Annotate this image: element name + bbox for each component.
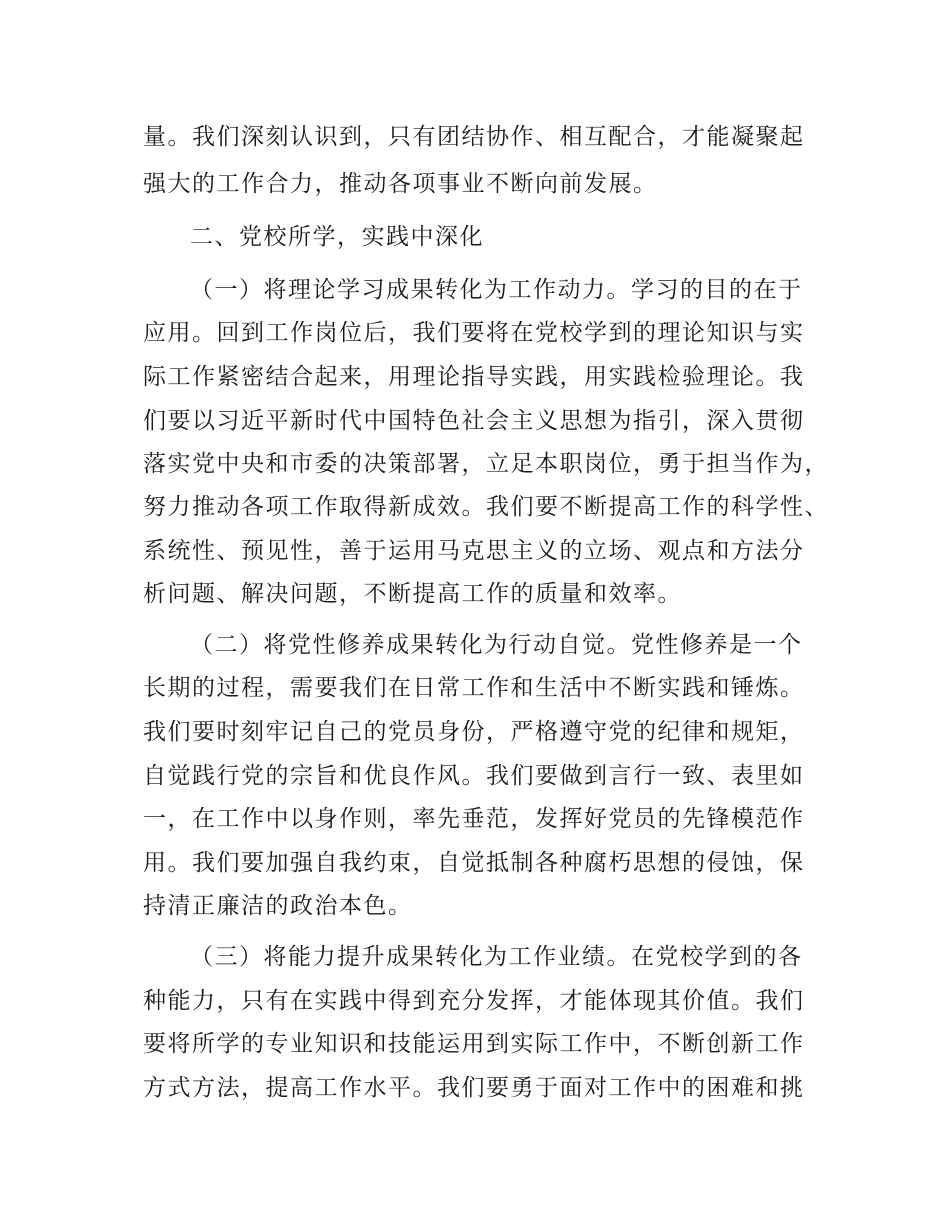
body-text-line: 析问题、解决问题，不断提高工作的质量和效率。 bbox=[143, 581, 682, 607]
body-text-line: 系统性、预见性，善于运用马克思主义的立场、观点和方法分 bbox=[143, 538, 805, 564]
body-text-line: 们要以习近平新时代中国特色社会主义思想为指引，深入贯彻 bbox=[143, 408, 805, 434]
body-text-line: 强大的工作合力，推动各项事业不断向前发展。 bbox=[143, 171, 658, 197]
body-text-line: 际工作紧密结合起来，用理论指导实践，用实践检验理论。我 bbox=[143, 364, 805, 390]
section-heading: 二、党校所学，实践中深化 bbox=[190, 224, 484, 250]
body-text-line: 种能力，只有在实践中得到充分发挥，才能体现其价值。我们 bbox=[143, 988, 805, 1014]
body-text-line: 要将所学的专业知识和技能运用到实际工作中，不断创新工作 bbox=[143, 1031, 805, 1057]
body-text-line: 持清正廉洁的政治本色。 bbox=[143, 893, 413, 919]
body-text-line: 量。我们深刻认识到，只有团结协作、相互配合，才能凝聚起 bbox=[143, 124, 805, 150]
body-text-line: （一）将理论学习成果转化为工作动力。学习的目的在于 bbox=[190, 277, 803, 303]
body-text-line: （三）将能力提升成果转化为工作业绩。在党校学到的各 bbox=[190, 944, 803, 970]
body-text-line: 用。我们要加强自我约束，自觉抵制各种腐朽思想的侵蚀，保 bbox=[143, 850, 805, 876]
body-text-line: （二）将党性修养成果转化为行动自觉。党性修养是一个 bbox=[190, 632, 803, 658]
body-text-line: 努力推动各项工作取得新成效。我们要不断提高工作的科学性、 bbox=[143, 494, 829, 520]
body-text-line: 长期的过程，需要我们在日常工作和生活中不断实践和锤炼。 bbox=[143, 675, 805, 701]
body-text-line: 自觉践行党的宗旨和优良作风。我们要做到言行一致、表里如 bbox=[143, 763, 805, 789]
body-text-line: 我们要时刻牢记自己的党员身份，严格遵守党的纪律和规矩， bbox=[143, 719, 805, 745]
body-text-line: 一，在工作中以身作则，率先垂范，发挥好党员的先锋模范作 bbox=[143, 806, 805, 832]
body-text-line: 落实党中央和市委的决策部署，立足本职岗位，勇于担当作为， bbox=[143, 451, 829, 477]
body-text-line: 方式方法，提高工作水平。我们要勇于面对工作中的困难和挑 bbox=[143, 1075, 805, 1101]
body-text-line: 应用。回到工作岗位后，我们要将在党校学到的理论知识与实 bbox=[143, 320, 805, 346]
